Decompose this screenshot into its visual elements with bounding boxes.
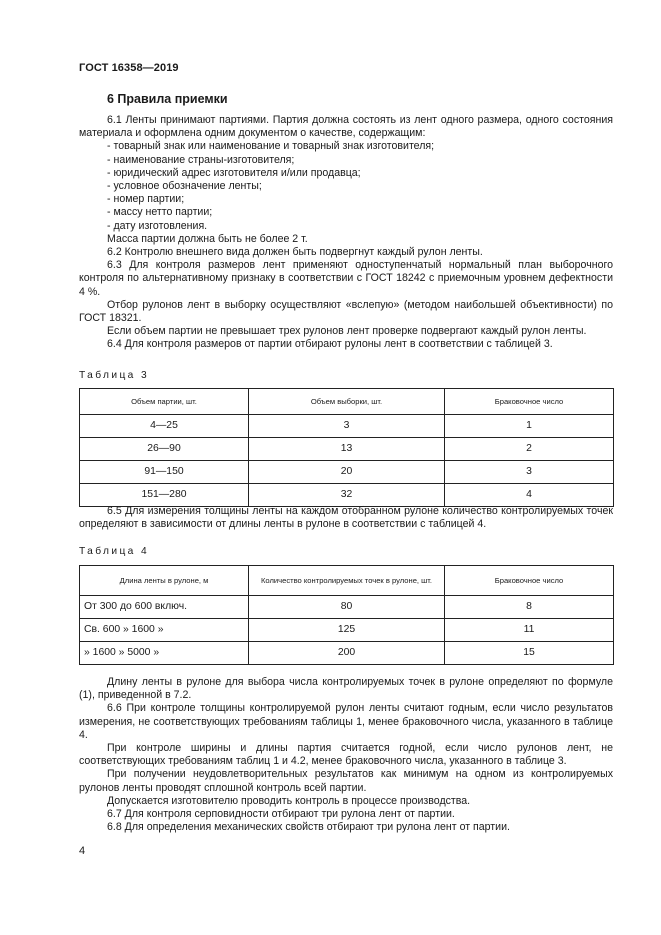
- paragraph-6-4: 6.4 Для контроля размеров от партии отбирают рулоны лент в соответствии с таблицей 3.: [107, 338, 553, 351]
- paragraph-formula: Длину ленты в рулоне для выбора числа контролируемых точек в рулоне определяют по формуле (1), приведенной в 7.2.: [79, 676, 613, 702]
- table-cell: Св. 600 » 1600 »: [80, 619, 249, 642]
- table-cell: 26—90: [80, 438, 249, 461]
- table-cell: 20: [249, 461, 445, 484]
- table-cell: 8: [445, 596, 614, 619]
- paragraph-6-5: 6.5 Для измерения толщины ленты на каждом отобранном рулоне количество контролируемых точек определяют в зависимости от длины ленты в рулоне в соответствии с таблицей 4.: [79, 505, 613, 531]
- table-row: [80, 619, 614, 642]
- table-cell: От 300 до 600 включ.: [80, 596, 249, 619]
- table-cell: 13: [249, 438, 445, 461]
- table-row: [80, 642, 614, 665]
- list-item: - юридический адрес изготовителя и/или продавца;: [107, 166, 361, 179]
- list-item: - номер партии;: [107, 193, 185, 206]
- table-cell: 80: [249, 596, 445, 619]
- page-number: 4: [79, 845, 86, 857]
- paragraph-mass: Масса партии должна быть не более 2 т.: [107, 232, 308, 245]
- table-cell: 3: [445, 461, 614, 484]
- table-4-caption: Таблица 4: [79, 546, 150, 557]
- table-cell: 151—280: [80, 484, 249, 507]
- table-header-cell: Длина ленты в рулоне, м: [80, 566, 249, 596]
- table-cell: 3: [249, 415, 445, 438]
- table-header-cell: Браковочное число: [445, 389, 614, 415]
- table-cell: 11: [445, 619, 614, 642]
- table-header-cell: Объем партии, шт.: [80, 389, 249, 415]
- list-item: - массу нетто партии;: [107, 206, 213, 219]
- table-cell: 2: [445, 438, 614, 461]
- paragraph-6-2: 6.2 Контролю внешнего вида должен быть подвергнут каждый рулон ленты.: [107, 246, 483, 259]
- table-row: [80, 596, 614, 619]
- list-item: - товарный знак или наименование и товарный знак изготовителя;: [107, 140, 435, 153]
- table-4: [79, 565, 614, 665]
- table-cell: 1: [445, 415, 614, 438]
- section-title: 6 Правила приемки: [107, 92, 228, 106]
- paragraph-width-length: При контроле ширины и длины партия считается годной, если число рулонов лент, не соответствующих требованиям таблиц 1 и 4.2, менее браковочного числа, указанного в таблице 3.: [79, 742, 613, 768]
- paragraph-6-1: [79, 114, 613, 352]
- table-cell: 4—25: [80, 415, 249, 438]
- table-row: [80, 484, 614, 507]
- paragraph-6-6: 6.6 При контроле толщины контролируемой рулон ленты считают годным, если число результатов измерения, не соответствующих требованиям таблицы 1, менее браковочного числа, указанного в таблице 4.: [79, 702, 613, 741]
- table-header-cell: Количество контролируемых точек в рулоне, шт.: [249, 566, 445, 596]
- paragraph-in-process: Допускается изготовителю проводить контроль в процессе производства.: [107, 794, 471, 807]
- table-header-cell: Браковочное число: [445, 566, 614, 596]
- table-3-caption: Таблица 3: [79, 370, 150, 381]
- table-cell: 91—150: [80, 461, 249, 484]
- list-item: - дату изготовления.: [107, 219, 208, 232]
- table-row: [80, 415, 614, 438]
- paragraph-6-1-lead: 6.1 Ленты принимают партиями. Партия должна состоять из лент одного размера, одного состояния материала и оформлена одним документом о качестве, содержащим:: [79, 114, 613, 140]
- list-item: - условное обозначение ленты;: [107, 180, 262, 193]
- paragraph-full-control: При получении неудовлетворительных результатов как минимум на одном из контролируемых рулонов ленты проводят сплошной контроль всей партии.: [79, 768, 613, 794]
- table-header-row: [80, 566, 614, 596]
- paragraph-6-8: 6.8 Для определения механических свойств отбирают три рулона лент от партии.: [107, 821, 510, 834]
- table-cell: » 1600 » 5000 »: [80, 642, 249, 665]
- table-row: [80, 438, 614, 461]
- list-item: - наименование страны-изготовителя;: [107, 153, 295, 166]
- table-3: [79, 388, 614, 507]
- paragraph-6-7: 6.7 Для контроля серповидности отбирают три рулона лент от партии.: [107, 808, 455, 821]
- table-row: [80, 461, 614, 484]
- table-cell: 125: [249, 619, 445, 642]
- paragraph-sampling: Отбор рулонов лент в выборку осуществляют «вслепую» (методом наибольшей объективности) по ГОСТ 18321.: [79, 298, 613, 325]
- paragraph-6-3: 6.3 Для контроля размеров лент применяют одноступенчатый нормальный план выборочного контроля по альтернативному признаку в соответствии с ГОСТ 18242 с приемочным уровнем дефектности 4 %.: [79, 259, 613, 298]
- standard-header: ГОСТ 16358—2019: [79, 62, 179, 74]
- table-header-row: [80, 389, 614, 415]
- table-cell: 200: [249, 642, 445, 665]
- table-cell: 32: [249, 484, 445, 507]
- table-header-cell: Объем выборки, шт.: [249, 389, 445, 415]
- paragraph-small-lot: Если объем партии не превышает трех рулонов лент проверке подвергают каждый рулон ленты.: [107, 325, 587, 338]
- table-cell: 15: [445, 642, 614, 665]
- paragraph-6-5-block: [79, 505, 613, 531]
- closing-paragraphs: [79, 676, 613, 834]
- table-cell: 4: [445, 484, 614, 507]
